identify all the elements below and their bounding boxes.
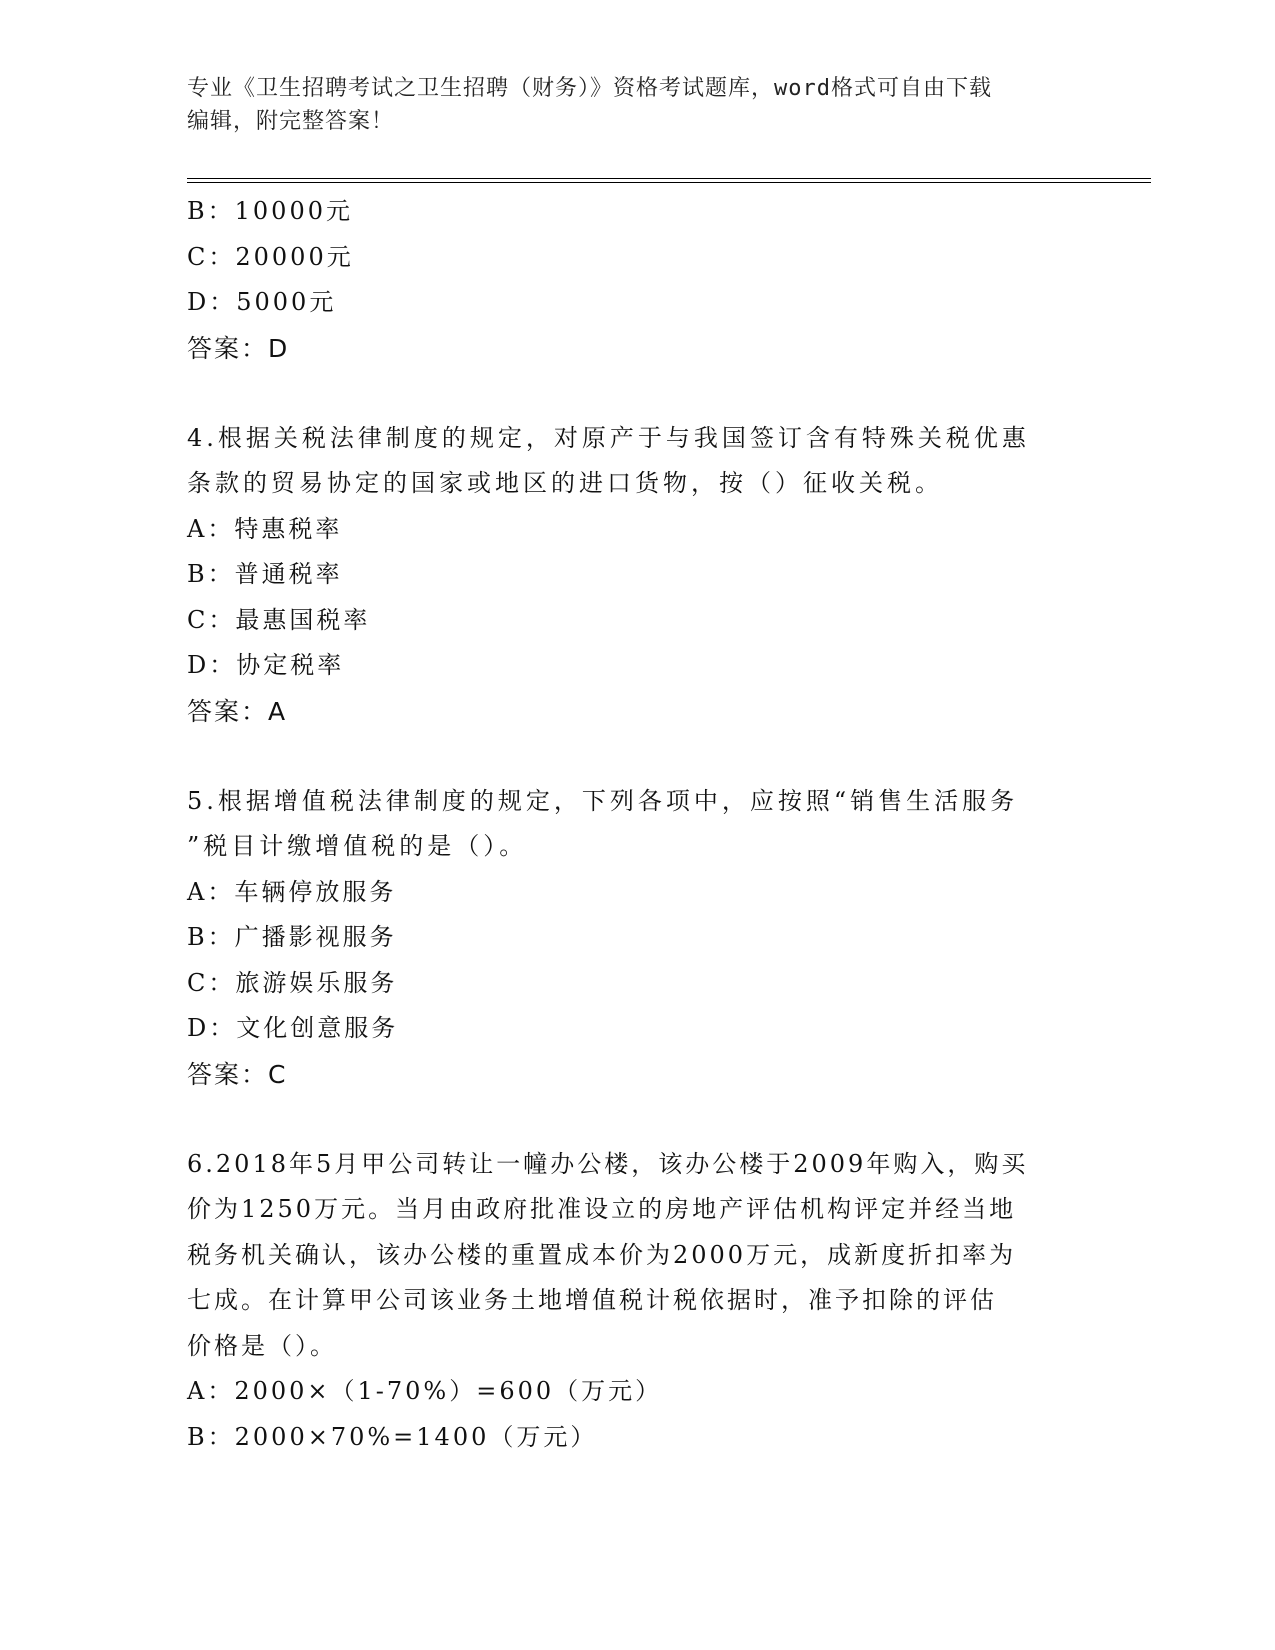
answer-line: 答案：C bbox=[187, 1059, 288, 1089]
question-stem-line: 条款的贸易协定的国家或地区的进口货物，按（）征收关税。 bbox=[187, 469, 943, 497]
question-gap bbox=[187, 1098, 1087, 1142]
option-b: B：广播影视服务 bbox=[187, 923, 397, 951]
header-divider bbox=[187, 178, 1151, 183]
document-header bbox=[187, 72, 1087, 138]
option-c: C：最惠国税率 bbox=[187, 605, 371, 634]
answer-line: 答案：D bbox=[187, 333, 290, 363]
question-stem-line: 价为1250万元。当月由政府批准设立的房地产评估机构评定并经当地 bbox=[187, 1195, 1017, 1223]
answer-line: 答案：A bbox=[187, 696, 288, 726]
option-b: B：10000元 bbox=[187, 197, 353, 225]
header-line-1: 专业《卫生招聘考试之卫生招聘（财务）》资格考试题库，word格式可自由下载 bbox=[187, 76, 992, 101]
option-d: D：5000元 bbox=[187, 288, 337, 316]
question-stem-line: 4.根据关税法律制度的规定，对原产于与我国签订含有特殊关税优惠 bbox=[187, 423, 1030, 452]
question-5 bbox=[187, 779, 1087, 1098]
question-stem-line: 5.根据增值税法律制度的规定，下列各项中，应按照“销售生活服务 bbox=[187, 786, 1019, 815]
option-a: A：车辆停放服务 bbox=[187, 877, 397, 906]
question-4 bbox=[187, 416, 1087, 735]
option-a: A：特惠税率 bbox=[187, 514, 343, 543]
question-stem-line: 6.2018年5月甲公司转让一幢办公楼，该办公楼于2009年购入，购买 bbox=[187, 1149, 1029, 1178]
option-b: B：普通税率 bbox=[187, 560, 343, 588]
header-line-2: 编辑，附完整答案！ bbox=[187, 109, 395, 134]
option-a: A：2000×（1-70%）=600（万元） bbox=[187, 1377, 663, 1405]
option-b: B：2000×70%=1400（万元） bbox=[187, 1422, 598, 1451]
question-stem-line: 七成。在计算甲公司该业务土地增值税计税依据时，准予扣除的评估 bbox=[187, 1286, 997, 1314]
option-d: D：协定税率 bbox=[187, 651, 345, 679]
question-3-tail bbox=[187, 189, 1087, 372]
option-c: C：20000元 bbox=[187, 242, 354, 271]
question-stem-line: ”税目计缴增值税的是（）。 bbox=[187, 832, 528, 860]
question-gap bbox=[187, 372, 1087, 416]
option-c: C：旅游娱乐服务 bbox=[187, 968, 398, 997]
question-stem-line: 税务机关确认，该办公楼的重置成本价为2000万元，成新度折扣率为 bbox=[187, 1240, 1017, 1269]
question-gap bbox=[187, 735, 1087, 779]
document-body bbox=[187, 189, 1087, 1460]
option-d: D：文化创意服务 bbox=[187, 1014, 399, 1042]
question-stem-line: 价格是（）。 bbox=[187, 1331, 337, 1360]
question-6 bbox=[187, 1142, 1087, 1461]
